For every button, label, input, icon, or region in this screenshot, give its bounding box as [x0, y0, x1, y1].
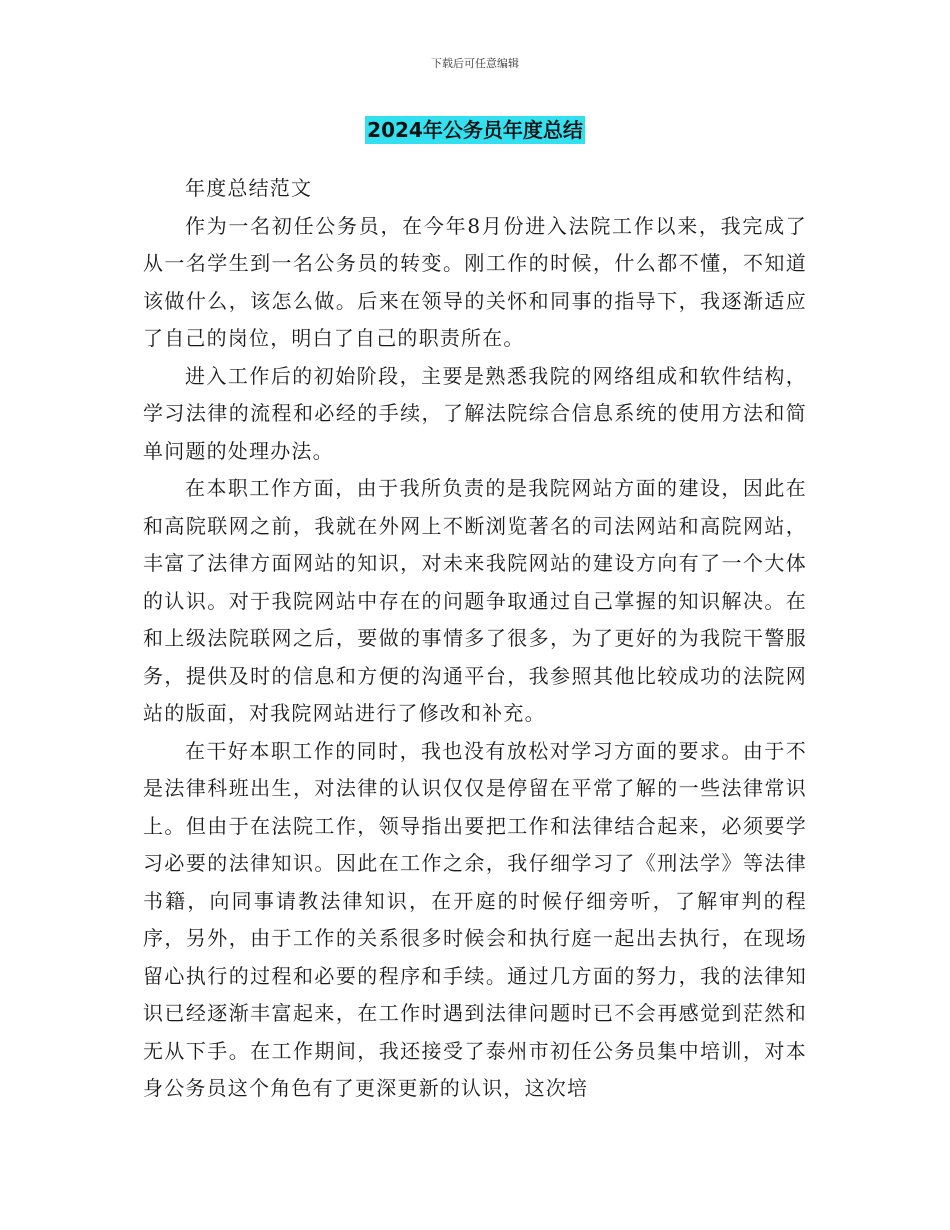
paragraph: 在本职工作方面，由于我所负责的是我院网站方面的建设，因此在和高院联网之前，我就在外网上不断浏览著名的司法网站和高院网站，丰富了法律方面网站的知识，对未来我院网站的建设方向有了一个大体的认识。对于我院网站中存在的问题争取通过自己掌握的知识解决。在和上级法院联网之后，要做的事情多了很多，为了更好的为我院干警服务，提供及时的信息和方便的沟通平台，我参照其他比较成功的法院网站的版面，对我院网站进行了修改和补充。 — [143, 476, 807, 725]
paragraph: 进入工作后的初始阶段，主要是熟悉我院的网络组成和软件结构，学习法律的流程和必经的手续，了解法院综合信息系统的使用方法和简单问题的处理办法。 — [143, 363, 807, 463]
paragraph: 作为一名初任公务员，在今年8月份进入法院工作以来，我完成了从一名学生到一名公务员的转变。刚工作的时候，什么都不懂，不知道该做什么，该怎么做。后来在领导的关怀和同事的指导下，我逐渐适应了自己的岗位，明白了自己的职责所在。 — [143, 213, 807, 350]
document-body — [143, 170, 807, 1108]
header-note: 下载后可任意编辑 — [431, 57, 519, 70]
title-wrap — [0, 116, 950, 144]
paragraph: 在干好本职工作的同时，我也没有放松对学习方面的要求。由于不是法律科班出生，对法律的认识仅仅是停留在平常了解的一些法律常识上。但由于在法院工作，领导指出要把工作和法律结合起来，必须要学习必要的法律知识。因此在工作之余，我仔细学习了《刑法学》等法律书籍，向同事请教法律知识，在开庭的时候仔细旁听，了解审判的程序，另外，由于工作的关系很多时候会和执行庭一起出去执行，在现场留心执行的过程和必要的程序和手续。通过几方面的努力，我的法律知识已经逐渐丰富起来，在工作时遇到法律问题时已不会再感觉到茫然和无从下手。在工作期间，我还接受了泰州市初任公务员集中培训，对本身公务员这个角色有了更深更新的认识，这次培 — [143, 738, 807, 1100]
paragraph-subtitle: 年度总结范文 — [185, 176, 313, 200]
document-title: 2024年公务员年度总结 — [367, 118, 583, 142]
